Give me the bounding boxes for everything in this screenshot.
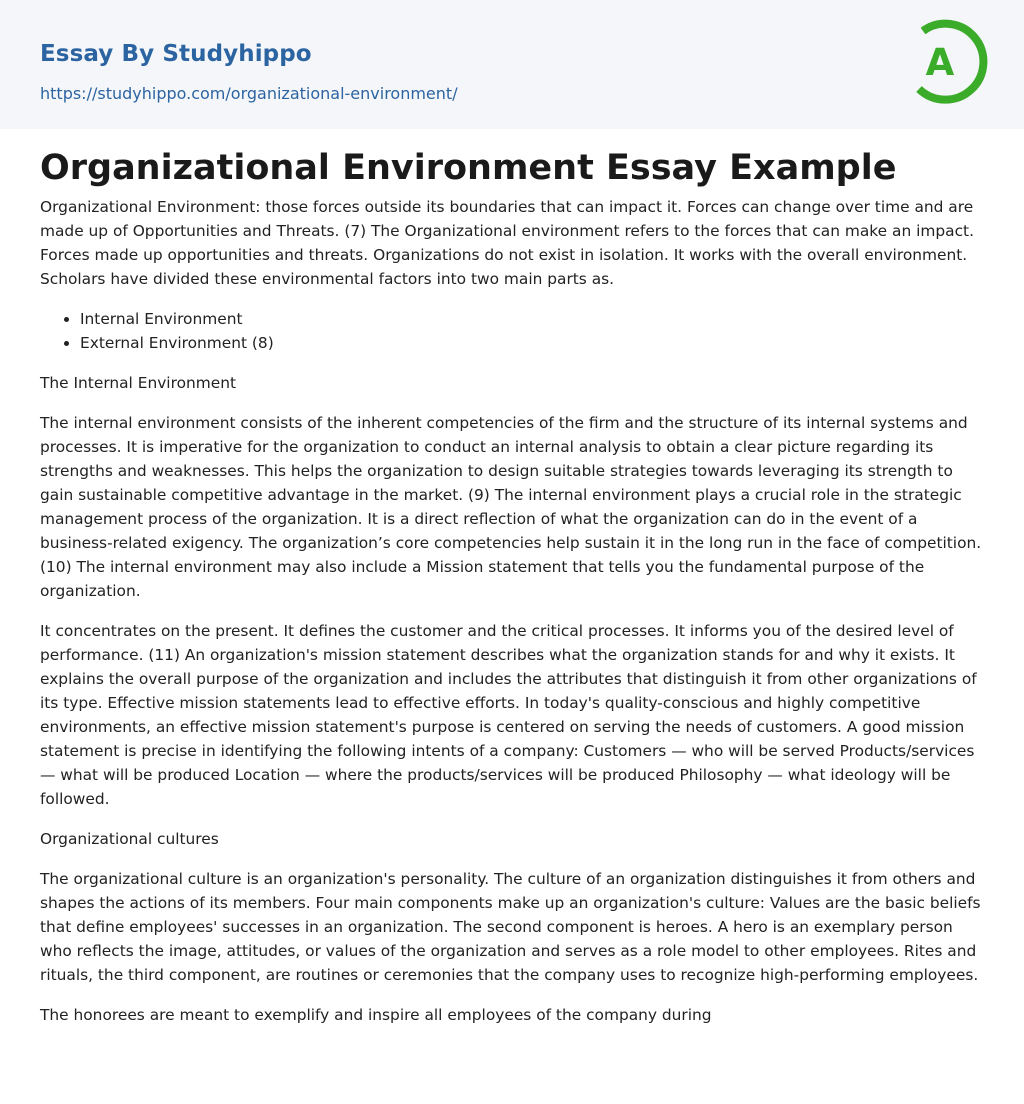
list-item: • Internal Environment [80,307,984,331]
brand-title[interactable]: Essay By Studyhippo [40,41,312,67]
environment-list [40,307,984,355]
organizational-culture-paragraph: The organizational culture is an organization's personality. The culture of an organization distinguishes it from others and shapes the actions of its members. Four main components make up an organization's culture: Values are the basic beliefs that define employees' successes in an organization. The second component is heroes. A hero is an exemplary person who reflects the image, attitudes, or values of the organization and serves as a role model to other employees. Rites and rituals, the third component, are routines or ceremonies that the company uses to recognize high-performing employees. [40,870,981,984]
section-heading-internal: The Internal Environment [40,374,236,392]
mission-statement-paragraph: It concentrates on the present. It defines the customer and the critical processes. It informs you of the desired level of performance. (11) An organization's mission statement describes what the organization stands for and why it exists. It explains the overall purpose of the organization and includes the attributes that distinguish it from other organizations of its type. Effective mission statements lead to effective efforts. In today's quality-conscious and highly competitive environments, an effective mission statement's purpose is centered on serving the needs of customers. A good mission statement is precise in identifying the following intents of a company: Customers — who will be served Products/services — what will be produced Location — where the products/services will be produced Philosophy — what ideology will be followed. [40,622,977,808]
list-item: • External Environment (8) [80,331,984,355]
internal-environment-paragraph: The internal environment consists of the inherent competencies of the firm and the structure of its internal systems and processes. It is imperative for the organization to conduct an internal analysis to obtain a clear picture regarding its strengths and weaknesses. This helps the organization to design suitable strategies towards leveraging its strength to gain sustainable competitive advantage in the market. (9) The internal environment plays a crucial role in the strategic management process of the organization. It is a direct reflection of what the organization can do in the event of a business-related exigency. The organization’s core competencies help sustain it in the long run in the face of competition. (10) The internal environment may also include a Mission statement that tells you the fundamental purpose of the organization. [40,414,982,600]
page-url-link[interactable]: https://studyhippo.com/organizational-environment/ [40,84,458,103]
honorees-paragraph: The honorees are meant to exemplify and inspire all employees of the company during [40,1006,712,1024]
page-title: Organizational Environment Essay Example [40,148,897,188]
studyhippo-logo-icon[interactable] [901,18,989,106]
section-heading-cultures: Organizational cultures [40,830,219,848]
logo-letter: A [925,41,955,84]
article-content [0,129,1024,1027]
intro-paragraph: Organizational Environment: those forces outside its boundaries that can impact it. Forces can change over time and are made up of Opportunities and Threats. (7) The Organizational environment refers to the forces that can make an impact. Forces made up opportunities and threats. Organizations do not exist in isolation. It works with the overall environment. Scholars have divided these environmental factors into two main parts as. [40,198,974,288]
site-header [0,0,1024,129]
